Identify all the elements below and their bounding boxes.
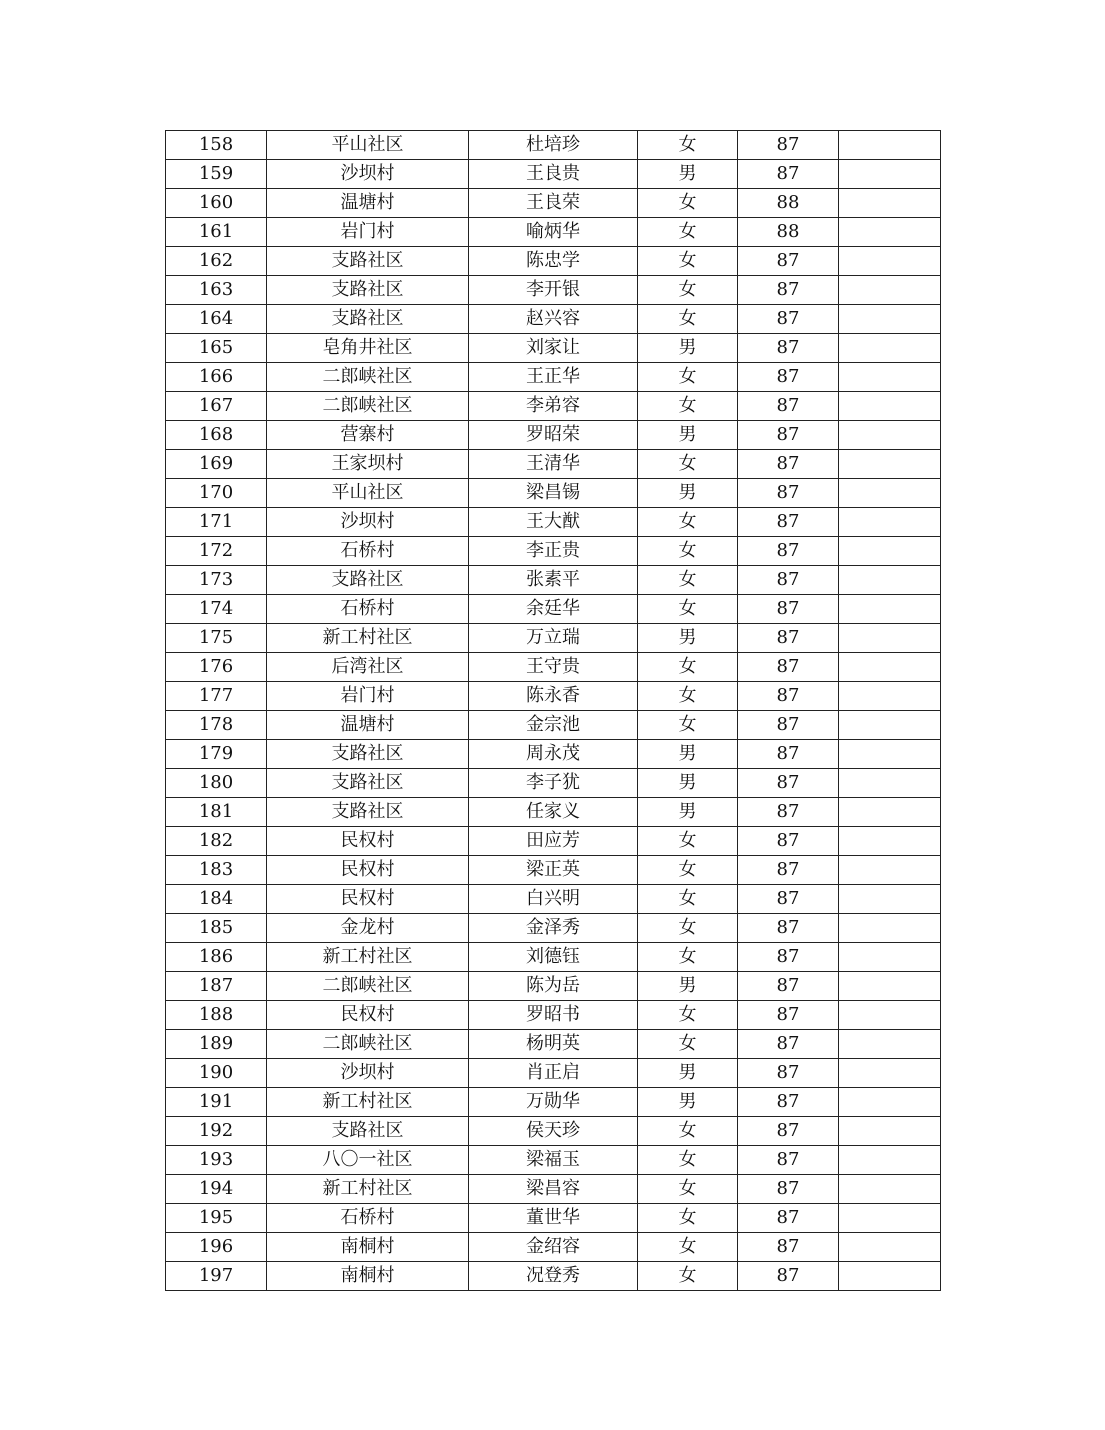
row-number-cell: 179	[166, 740, 267, 769]
table-row	[166, 885, 941, 914]
table-row	[166, 363, 941, 392]
community-cell: 石桥村	[267, 537, 469, 566]
age-cell: 87	[738, 1233, 839, 1262]
age-cell: 87	[738, 827, 839, 856]
person-name-cell: 喻炳华	[469, 218, 638, 247]
sex-cell: 女	[638, 566, 738, 595]
person-name-cell: 刘德钰	[469, 943, 638, 972]
row-number-cell: 170	[166, 479, 267, 508]
note-cell	[839, 363, 941, 392]
community-cell: 后湾社区	[267, 653, 469, 682]
community-cell: 支路社区	[267, 305, 469, 334]
note-cell	[839, 566, 941, 595]
sex-cell: 男	[638, 972, 738, 1001]
note-cell	[839, 827, 941, 856]
note-cell	[839, 334, 941, 363]
age-cell: 87	[738, 1146, 839, 1175]
age-cell: 87	[738, 247, 839, 276]
sex-cell: 女	[638, 1001, 738, 1030]
row-number-cell: 166	[166, 363, 267, 392]
sex-cell: 女	[638, 363, 738, 392]
row-number-cell: 193	[166, 1146, 267, 1175]
person-name-cell: 罗昭书	[469, 1001, 638, 1030]
age-cell: 87	[738, 160, 839, 189]
note-cell	[839, 392, 941, 421]
sex-cell: 女	[638, 218, 738, 247]
person-name-cell: 金宗池	[469, 711, 638, 740]
note-cell	[839, 914, 941, 943]
note-cell	[839, 421, 941, 450]
person-name-cell: 王守贵	[469, 653, 638, 682]
table-row	[166, 1233, 941, 1262]
sex-cell: 男	[638, 769, 738, 798]
table-row	[166, 1175, 941, 1204]
table-row	[166, 914, 941, 943]
sex-cell: 女	[638, 914, 738, 943]
community-cell: 支路社区	[267, 566, 469, 595]
row-number-cell: 177	[166, 682, 267, 711]
table-row	[166, 334, 941, 363]
row-number-cell: 175	[166, 624, 267, 653]
table-row	[166, 508, 941, 537]
row-number-cell: 181	[166, 798, 267, 827]
sex-cell: 男	[638, 421, 738, 450]
age-cell: 87	[738, 508, 839, 537]
community-cell: 二郎峡社区	[267, 363, 469, 392]
note-cell	[839, 1088, 941, 1117]
community-cell: 南桐村	[267, 1233, 469, 1262]
community-cell: 新工村社区	[267, 1088, 469, 1117]
sex-cell: 女	[638, 450, 738, 479]
community-cell: 平山社区	[267, 479, 469, 508]
sex-cell: 男	[638, 160, 738, 189]
person-name-cell: 李子犹	[469, 769, 638, 798]
age-cell: 87	[738, 769, 839, 798]
table-row	[166, 1088, 941, 1117]
table-row	[166, 972, 941, 1001]
community-cell: 支路社区	[267, 798, 469, 827]
sex-cell: 女	[638, 392, 738, 421]
age-cell: 87	[738, 624, 839, 653]
row-number-cell: 171	[166, 508, 267, 537]
note-cell	[839, 1204, 941, 1233]
person-name-cell: 刘家让	[469, 334, 638, 363]
age-cell: 87	[738, 682, 839, 711]
sex-cell: 女	[638, 1262, 738, 1291]
sex-cell: 女	[638, 682, 738, 711]
sex-cell: 男	[638, 798, 738, 827]
age-cell: 87	[738, 1117, 839, 1146]
table-row	[166, 479, 941, 508]
community-cell: 二郎峡社区	[267, 392, 469, 421]
row-number-cell: 160	[166, 189, 267, 218]
note-cell	[839, 1059, 941, 1088]
note-cell	[839, 537, 941, 566]
person-name-cell: 金泽秀	[469, 914, 638, 943]
sex-cell: 女	[638, 247, 738, 276]
note-cell	[839, 798, 941, 827]
note-cell	[839, 943, 941, 972]
row-number-cell: 182	[166, 827, 267, 856]
note-cell	[839, 479, 941, 508]
person-name-cell: 万勋华	[469, 1088, 638, 1117]
age-cell: 87	[738, 740, 839, 769]
age-cell: 88	[738, 218, 839, 247]
row-number-cell: 183	[166, 856, 267, 885]
table-row	[166, 769, 941, 798]
person-name-cell: 梁昌容	[469, 1175, 638, 1204]
table-row	[166, 827, 941, 856]
age-cell: 87	[738, 1262, 839, 1291]
row-number-cell: 186	[166, 943, 267, 972]
row-number-cell: 164	[166, 305, 267, 334]
person-name-cell: 杜培珍	[469, 131, 638, 160]
table-row	[166, 537, 941, 566]
table-row	[166, 450, 941, 479]
sex-cell: 女	[638, 189, 738, 218]
sex-cell: 女	[638, 537, 738, 566]
age-cell: 88	[738, 189, 839, 218]
sex-cell: 女	[638, 131, 738, 160]
note-cell	[839, 276, 941, 305]
table-row	[166, 566, 941, 595]
note-cell	[839, 508, 941, 537]
row-number-cell: 159	[166, 160, 267, 189]
community-cell: 王家坝村	[267, 450, 469, 479]
person-name-cell: 梁福玉	[469, 1146, 638, 1175]
row-number-cell: 161	[166, 218, 267, 247]
table-row	[166, 421, 941, 450]
age-cell: 87	[738, 566, 839, 595]
person-name-cell: 况登秀	[469, 1262, 638, 1291]
note-cell	[839, 1030, 941, 1059]
note-cell	[839, 160, 941, 189]
table-row	[166, 1262, 941, 1291]
row-number-cell: 195	[166, 1204, 267, 1233]
person-name-cell: 董世华	[469, 1204, 638, 1233]
community-cell: 新工村社区	[267, 943, 469, 972]
community-cell: 温塘村	[267, 189, 469, 218]
sex-cell: 女	[638, 1146, 738, 1175]
sex-cell: 女	[638, 827, 738, 856]
sex-cell: 女	[638, 305, 738, 334]
sex-cell: 女	[638, 885, 738, 914]
table-row	[166, 160, 941, 189]
person-name-cell: 侯天珍	[469, 1117, 638, 1146]
table-row	[166, 218, 941, 247]
age-cell: 87	[738, 1030, 839, 1059]
age-cell: 87	[738, 334, 839, 363]
note-cell	[839, 1175, 941, 1204]
table-row	[166, 740, 941, 769]
community-cell: 温塘村	[267, 711, 469, 740]
table-row	[166, 1030, 941, 1059]
note-cell	[839, 131, 941, 160]
age-cell: 87	[738, 537, 839, 566]
row-number-cell: 180	[166, 769, 267, 798]
row-number-cell: 185	[166, 914, 267, 943]
table-row	[166, 305, 941, 334]
person-name-cell: 余廷华	[469, 595, 638, 624]
sex-cell: 女	[638, 653, 738, 682]
note-cell	[839, 189, 941, 218]
note-cell	[839, 1001, 941, 1030]
age-cell: 87	[738, 914, 839, 943]
table-row	[166, 1117, 941, 1146]
age-cell: 87	[738, 450, 839, 479]
note-cell	[839, 1262, 941, 1291]
age-cell: 87	[738, 1204, 839, 1233]
table-row	[166, 943, 941, 972]
note-cell	[839, 624, 941, 653]
sex-cell: 男	[638, 479, 738, 508]
age-cell: 87	[738, 972, 839, 1001]
note-cell	[839, 682, 941, 711]
community-cell: 石桥村	[267, 595, 469, 624]
row-number-cell: 162	[166, 247, 267, 276]
row-number-cell: 178	[166, 711, 267, 740]
table-row	[166, 1059, 941, 1088]
community-cell: 支路社区	[267, 769, 469, 798]
person-name-cell: 白兴明	[469, 885, 638, 914]
age-cell: 87	[738, 1088, 839, 1117]
row-number-cell: 190	[166, 1059, 267, 1088]
age-cell: 87	[738, 653, 839, 682]
table-row	[166, 682, 941, 711]
person-name-cell: 李弟容	[469, 392, 638, 421]
row-number-cell: 194	[166, 1175, 267, 1204]
sex-cell: 男	[638, 624, 738, 653]
row-number-cell: 163	[166, 276, 267, 305]
community-cell: 沙坝村	[267, 1059, 469, 1088]
note-cell	[839, 247, 941, 276]
table-row	[166, 595, 941, 624]
age-cell: 87	[738, 276, 839, 305]
table-row	[166, 392, 941, 421]
sex-cell: 女	[638, 508, 738, 537]
community-cell: 民权村	[267, 856, 469, 885]
sex-cell: 女	[638, 1175, 738, 1204]
row-number-cell: 197	[166, 1262, 267, 1291]
community-cell: 金龙村	[267, 914, 469, 943]
person-name-cell: 陈永香	[469, 682, 638, 711]
table-row	[166, 247, 941, 276]
person-name-cell: 王正华	[469, 363, 638, 392]
community-cell: 八〇一社区	[267, 1146, 469, 1175]
person-name-cell: 田应芳	[469, 827, 638, 856]
sex-cell: 女	[638, 1030, 738, 1059]
age-cell: 87	[738, 421, 839, 450]
sex-cell: 女	[638, 856, 738, 885]
community-cell: 平山社区	[267, 131, 469, 160]
community-cell: 沙坝村	[267, 508, 469, 537]
row-number-cell: 158	[166, 131, 267, 160]
sex-cell: 男	[638, 334, 738, 363]
row-number-cell: 172	[166, 537, 267, 566]
note-cell	[839, 450, 941, 479]
age-cell: 87	[738, 392, 839, 421]
roster-table	[165, 130, 941, 1291]
age-cell: 87	[738, 798, 839, 827]
sex-cell: 男	[638, 1088, 738, 1117]
person-name-cell: 周永茂	[469, 740, 638, 769]
person-name-cell: 肖正启	[469, 1059, 638, 1088]
person-name-cell: 王良贵	[469, 160, 638, 189]
table-row	[166, 711, 941, 740]
community-cell: 营寨村	[267, 421, 469, 450]
row-number-cell: 188	[166, 1001, 267, 1030]
person-name-cell: 赵兴容	[469, 305, 638, 334]
community-cell: 支路社区	[267, 740, 469, 769]
community-cell: 民权村	[267, 885, 469, 914]
table-row	[166, 1001, 941, 1030]
person-name-cell: 罗昭荣	[469, 421, 638, 450]
sex-cell: 女	[638, 1233, 738, 1262]
note-cell	[839, 972, 941, 1001]
community-cell: 二郎峡社区	[267, 972, 469, 1001]
note-cell	[839, 1117, 941, 1146]
row-number-cell: 174	[166, 595, 267, 624]
community-cell: 民权村	[267, 1001, 469, 1030]
note-cell	[839, 740, 941, 769]
note-cell	[839, 711, 941, 740]
person-name-cell: 万立瑞	[469, 624, 638, 653]
note-cell	[839, 653, 941, 682]
table-row	[166, 798, 941, 827]
age-cell: 87	[738, 1175, 839, 1204]
sex-cell: 女	[638, 595, 738, 624]
person-name-cell: 李开银	[469, 276, 638, 305]
table-row	[166, 856, 941, 885]
note-cell	[839, 1146, 941, 1175]
row-number-cell: 165	[166, 334, 267, 363]
table-row	[166, 189, 941, 218]
age-cell: 87	[738, 943, 839, 972]
person-name-cell: 陈为岳	[469, 972, 638, 1001]
table-row	[166, 624, 941, 653]
person-name-cell: 梁昌锡	[469, 479, 638, 508]
community-cell: 新工村社区	[267, 1175, 469, 1204]
row-number-cell: 169	[166, 450, 267, 479]
community-cell: 皂角井社区	[267, 334, 469, 363]
person-name-cell: 金绍容	[469, 1233, 638, 1262]
age-cell: 87	[738, 711, 839, 740]
table-row	[166, 1146, 941, 1175]
age-cell: 87	[738, 1059, 839, 1088]
community-cell: 南桐村	[267, 1262, 469, 1291]
age-cell: 87	[738, 856, 839, 885]
age-cell: 87	[738, 885, 839, 914]
age-cell: 87	[738, 131, 839, 160]
community-cell: 岩门村	[267, 218, 469, 247]
person-name-cell: 王清华	[469, 450, 638, 479]
person-name-cell: 李正贵	[469, 537, 638, 566]
age-cell: 87	[738, 1001, 839, 1030]
note-cell	[839, 885, 941, 914]
note-cell	[839, 1233, 941, 1262]
sex-cell: 女	[638, 276, 738, 305]
table-row	[166, 276, 941, 305]
community-cell: 支路社区	[267, 1117, 469, 1146]
age-cell: 87	[738, 595, 839, 624]
note-cell	[839, 769, 941, 798]
note-cell	[839, 595, 941, 624]
table-row	[166, 131, 941, 160]
row-number-cell: 184	[166, 885, 267, 914]
sex-cell: 女	[638, 1117, 738, 1146]
sex-cell: 男	[638, 1059, 738, 1088]
table-row	[166, 1204, 941, 1233]
community-cell: 石桥村	[267, 1204, 469, 1233]
age-cell: 87	[738, 479, 839, 508]
person-name-cell: 张素平	[469, 566, 638, 595]
community-cell: 岩门村	[267, 682, 469, 711]
row-number-cell: 168	[166, 421, 267, 450]
row-number-cell: 173	[166, 566, 267, 595]
sex-cell: 男	[638, 740, 738, 769]
row-number-cell: 189	[166, 1030, 267, 1059]
roster-table-body	[166, 131, 941, 1291]
person-name-cell: 陈忠学	[469, 247, 638, 276]
row-number-cell: 176	[166, 653, 267, 682]
person-name-cell: 王大猷	[469, 508, 638, 537]
row-number-cell: 167	[166, 392, 267, 421]
community-cell: 支路社区	[267, 247, 469, 276]
person-name-cell: 王良荣	[469, 189, 638, 218]
row-number-cell: 191	[166, 1088, 267, 1117]
community-cell: 新工村社区	[267, 624, 469, 653]
row-number-cell: 192	[166, 1117, 267, 1146]
community-cell: 沙坝村	[267, 160, 469, 189]
age-cell: 87	[738, 305, 839, 334]
note-cell	[839, 305, 941, 334]
sex-cell: 女	[638, 711, 738, 740]
sex-cell: 女	[638, 943, 738, 972]
community-cell: 支路社区	[267, 276, 469, 305]
age-cell: 87	[738, 363, 839, 392]
person-name-cell: 梁正英	[469, 856, 638, 885]
sex-cell: 女	[638, 1204, 738, 1233]
row-number-cell: 196	[166, 1233, 267, 1262]
person-name-cell: 杨明英	[469, 1030, 638, 1059]
row-number-cell: 187	[166, 972, 267, 1001]
community-cell: 二郎峡社区	[267, 1030, 469, 1059]
person-name-cell: 任家义	[469, 798, 638, 827]
note-cell	[839, 856, 941, 885]
community-cell: 民权村	[267, 827, 469, 856]
note-cell	[839, 218, 941, 247]
table-row	[166, 653, 941, 682]
